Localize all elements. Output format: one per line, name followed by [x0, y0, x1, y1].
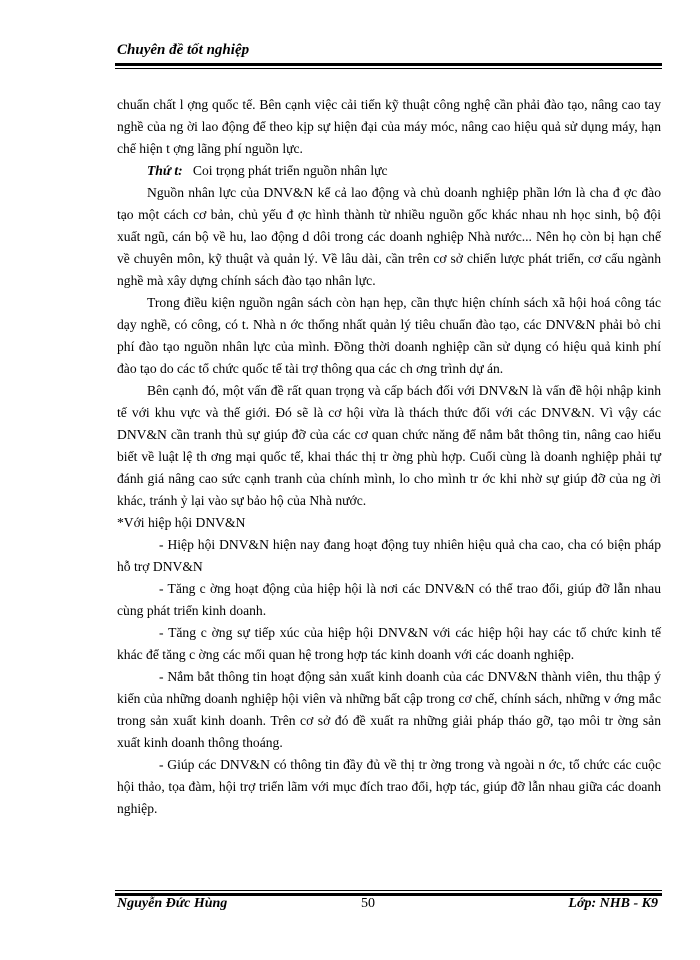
header-rule [115, 63, 662, 69]
document-body [117, 94, 661, 820]
list-item: - Nắm bắt thông tin hoạt động sản xuất kinh doanh của các DNV&N thành viên, thu thập ý kiến của những doanh nghiệp hội viên và những bất cập trong cơ chế, chính sách, những v ớng mắc trong sản xuất kinh doanh. Trên cơ sở đó đề xuất ra những giải pháp tháo gỡ, tạo môi tr ờng sản xuất kinh doanh thông thoáng. [117, 669, 661, 750]
page-number: 50 [361, 896, 375, 911]
footer-class: Lớp: NHB - K9 [568, 896, 658, 911]
running-header: Chuyên đề tốt nghiệp [117, 42, 250, 58]
subsection-heading: *Với hiệp hội DNV&N [117, 515, 246, 530]
footer-author: Nguyễn Đức Hùng [117, 896, 228, 911]
list-item: - Hiệp hội DNV&N hiện nay đang hoạt động tuy nhiên hiệu quả cha cao, cha có biện pháp hỗ trợ DNV&N [117, 537, 661, 574]
list-item: - Tăng c ờng hoạt động của hiệp hội là nơi các DNV&N có thể trao đổi, giúp đỡ lẫn nhau cùng phát triển kinh doanh. [117, 581, 661, 618]
paragraph: chuẩn chất l ợng quốc tế. Bên cạnh việc cải tiến kỹ thuật công nghệ cần phải đào tạo, nâng cao tay nghề của ng ời lao động để theo kịp sự hiện đại của máy móc, nâng cao hiệu quả sử dụng máy, hạn chế hiện t ợng lãng phí nguồn lực. [117, 97, 661, 156]
section-heading [117, 160, 661, 182]
list-item: - Giúp các DNV&N có thông tin đầy đủ về thị tr ờng trong và ngoài n ớc, tổ chức các cuộc hội thảo, tọa đàm, hội trợ triển lãm với mục đích trao đổi, hợp tác, giúp đỡ lẫn nhau giữa các doanh nghiệp. [117, 757, 661, 816]
paragraph: Trong điều kiện nguồn ngân sách còn hạn hẹp, cần thực hiện chính sách xã hội hoá công tác dạy nghề, có công, có t. Nhà n ớc thống nhất quản lý tiêu chuẩn đào tạo, các DNV&N phải bỏ chi phí đào tạo nguồn nhân lực của mình. Đồng thời doanh nghiệp cần sử dụng có hiệu quả kinh phí đào tạo do các tổ chức quốc tế tài trợ thông qua các ch ơng trình dự án. [117, 295, 661, 376]
paragraph: Bên cạnh đó, một vấn đề rất quan trọng và cấp bách đối với DNV&N là vấn đề hội nhập kinh tế với khu vực và thế giới. Đó sẽ là cơ hội vừa là thách thức đối với các DNV&N. Vì vậy các DNV&N cần tranh thủ sự giúp đỡ của các cơ quan chức năng để nắm bắt thông tin, nâng cao hiểu biết về luật lệ th ơng mại quốc tế, khai thác thị tr ờng phù hợp. Cuối cùng là doanh nghiệp phải tự đánh giá nâng cao sức cạnh tranh của chính mình, lo cho mình tr ớc khi nhờ sự giúp đỡ của ng ời khác, tránh ỷ lại vào sự bảo hộ của Nhà nước. [117, 383, 661, 508]
section-title: Coi trọng phát triển nguồn nhân lực [192, 163, 388, 178]
section-label: Thứ t: [147, 163, 183, 178]
paragraph: Nguồn nhân lực của DNV&N kể cả lao động và chủ doanh nghiệp phần lớn là cha đ ợc đào tạo một cách cơ bản, chủ yếu đ ợc hình thành từ nhiều nguồn gốc khác nhau nh học sinh, bộ đội xuất ngũ, cán bộ về hu, lao động d dôi trong các doanh nghiệp Nhà nước... Nên họ còn bị hạn chế về chuyên môn, kỹ thuật và quản lý. Về lâu dài, cần trên cơ sở chiến lược phát triển, cơ cấu ngành nghề mà xây dựng chính sách đào tạo nhân lực. [117, 185, 661, 288]
list-item: - Tăng c ờng sự tiếp xúc của hiệp hội DNV&N với các hiệp hội hay các tổ chức kinh tế khác để tăng c ờng các mối quan hệ trong hợp tác kinh doanh với các doanh nghiệp. [117, 625, 661, 662]
